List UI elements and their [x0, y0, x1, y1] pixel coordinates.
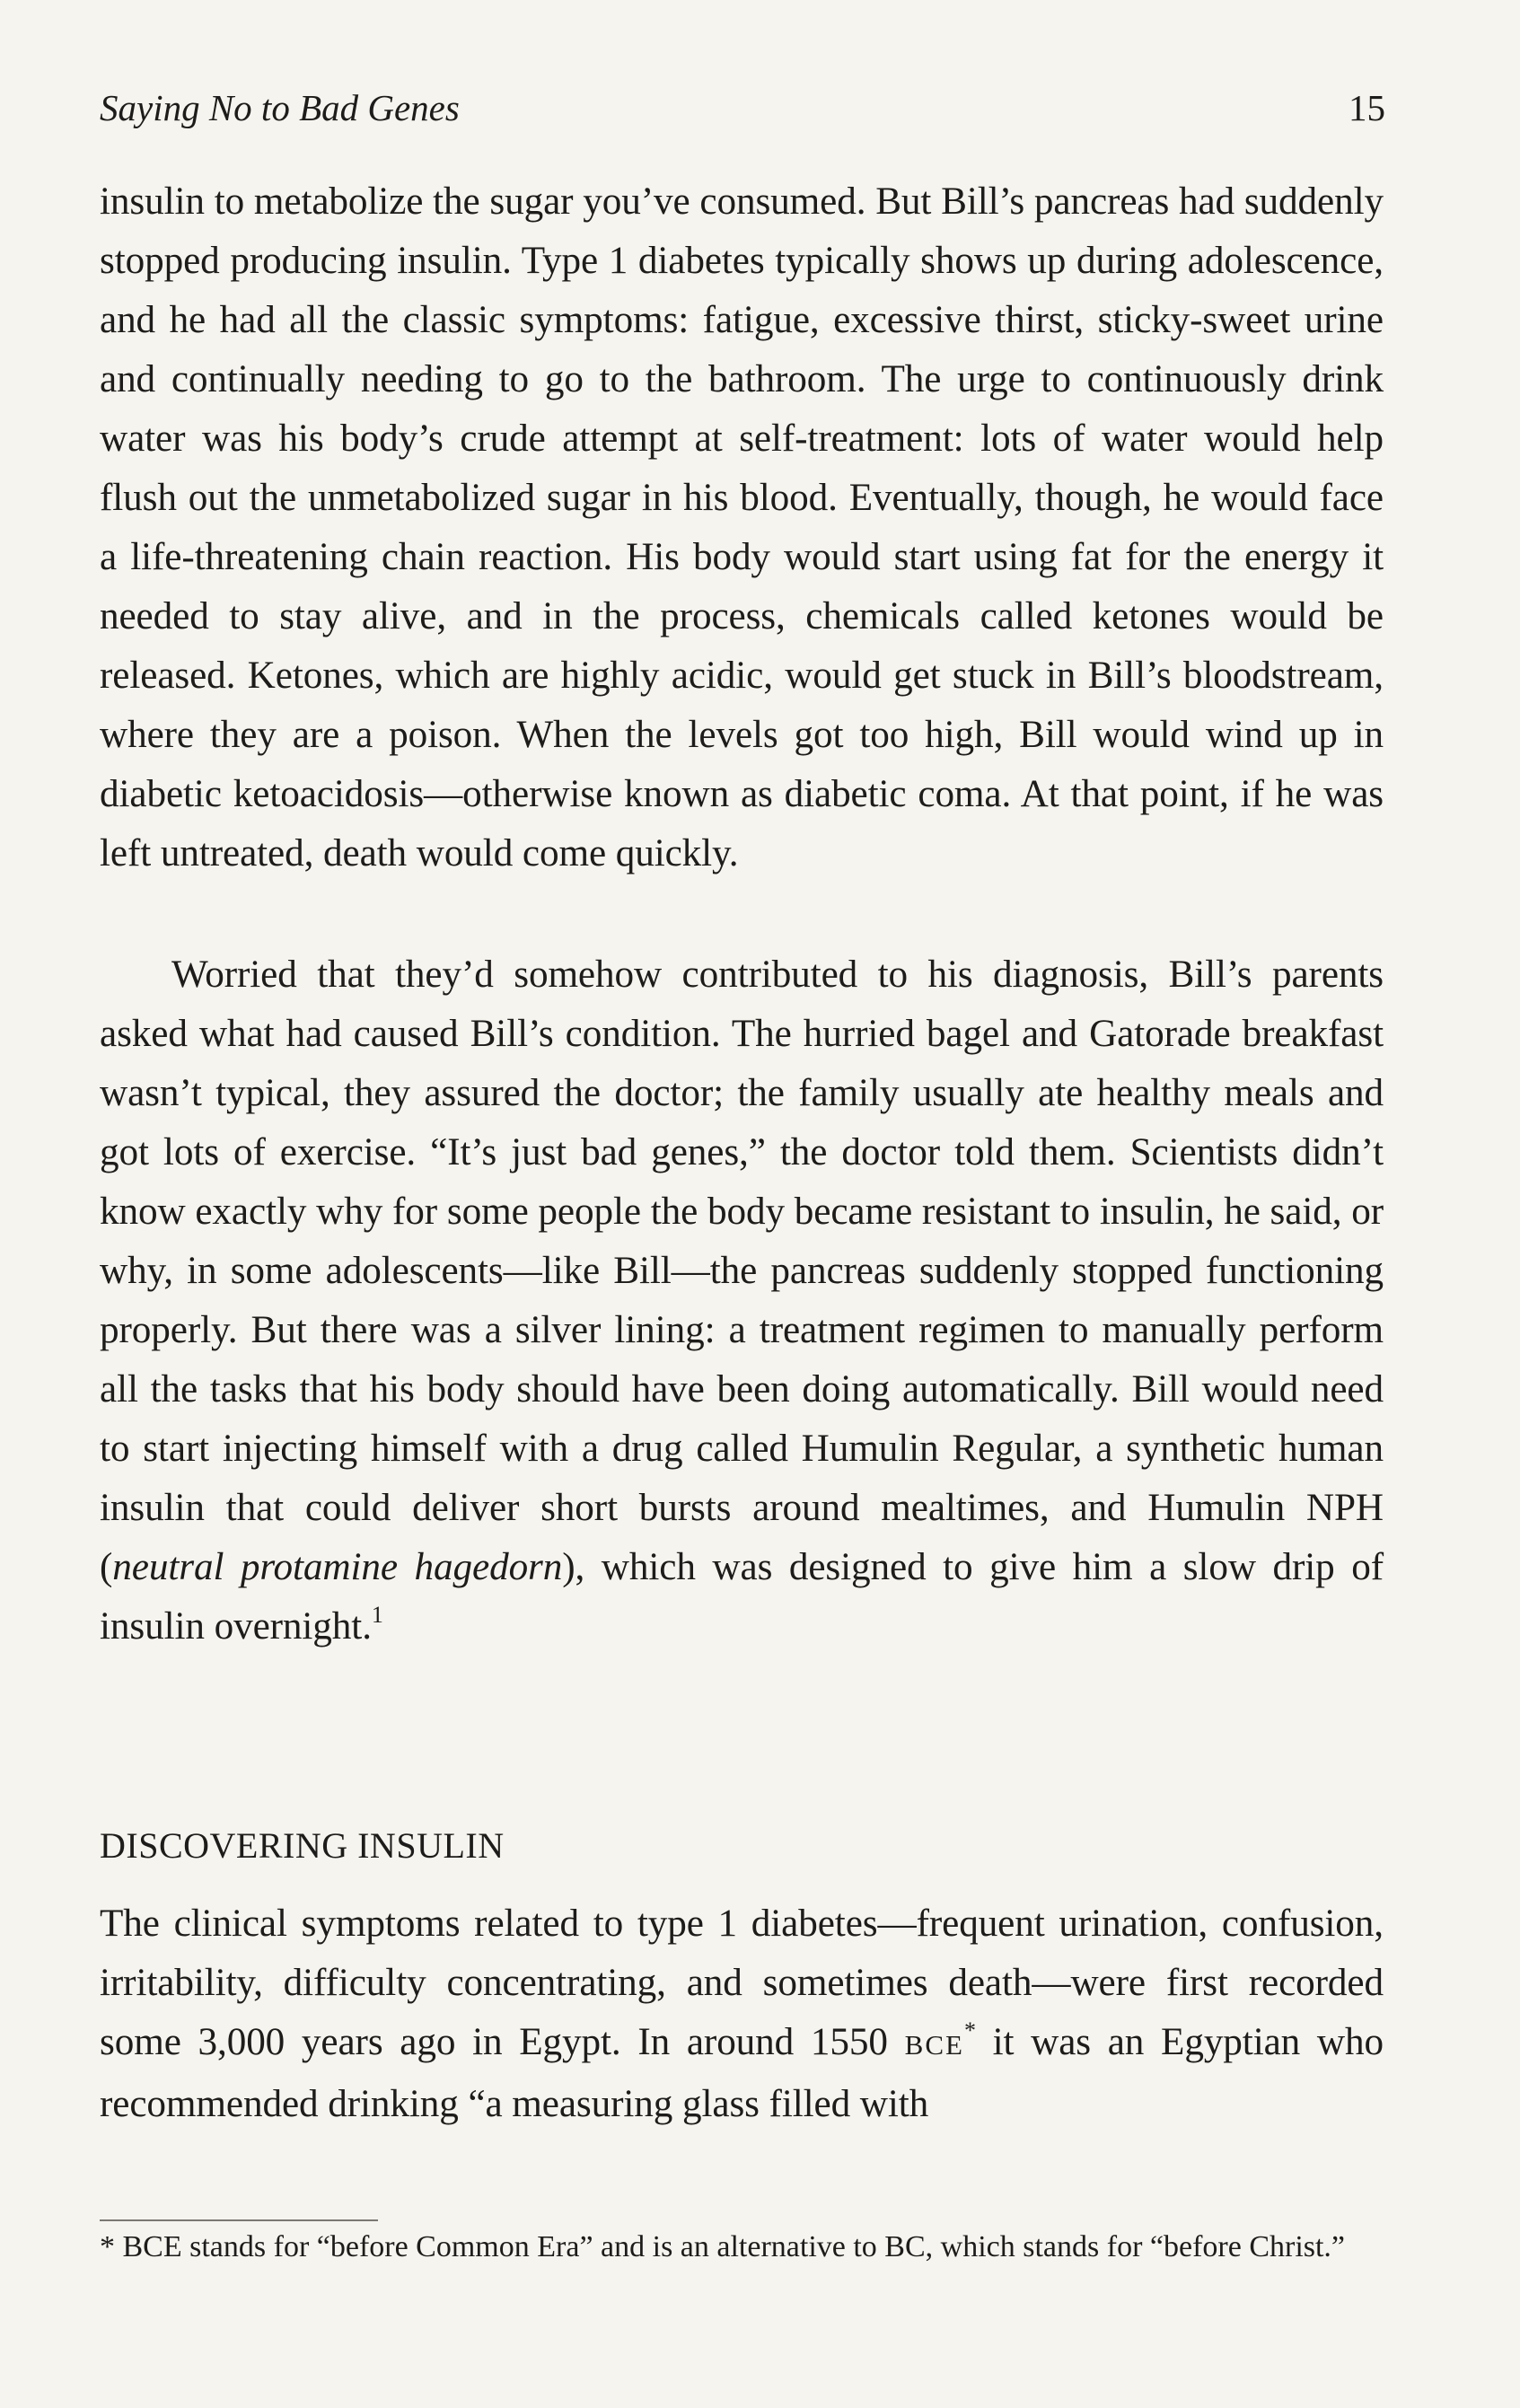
running-head: [100, 83, 1385, 133]
paragraph-3-part-b: it was an Egyptian who recommended drinking “a measuring glass filled with: [100, 2021, 1384, 2125]
paragraph-1: [100, 172, 1384, 883]
paragraph-2: [100, 945, 1384, 1657]
paragraph-3-text: [100, 1894, 1384, 2134]
footnote: * BCE stands for “before Common Era” and is an alternative to BC, which stands for “before Christ.”: [100, 2230, 1346, 2263]
running-title: Saying No to Bad Genes: [100, 87, 460, 128]
footnote-marker: *: [963, 2017, 976, 2043]
footnote-rule: [100, 2219, 378, 2221]
bce-smallcaps: BCE: [904, 2029, 964, 2061]
footnote-ref-1: 1: [371, 1602, 383, 1628]
paragraph-2-italic: neutral protamine hagedorn: [112, 1546, 563, 1588]
paragraph-2-part-b: ), which was designed to give him a slow drip of insulin overnight.: [100, 1546, 1384, 1648]
section-heading: DISCOVERING INSULIN: [100, 1825, 505, 1866]
paragraph-3-part-a: The clinical symptoms related to type 1 diabetes—frequent urination, confusion, irritability, difficulty concentrating, and sometimes death—were first recorded some 3,000 years ago in Egypt. In around 1550: [100, 1903, 1384, 2063]
paragraph-2-text: [100, 945, 1384, 1657]
paragraph-3: [100, 1894, 1384, 2134]
paragraph-1-text: insulin to metabolize the sugar you’ve consumed. But Bill’s pancreas had suddenly stopped producing insulin. Type 1 diabetes typically shows up during adolescence, and he had all the classic symptoms: fatigue, excessive thirst, sticky-sweet urine and continually needing to go to the bathroom. The urge to continuously drink water was his body’s crude attempt at self-treatment: lots of water would help flush out the unmetabolized sugar in his blood. Eventually, though, he would face a life-threatening chain reaction. His body would start using fat for the energy it needed to stay alive, and in the process, chemicals called ketones would be released. Ketones, which are highly acidic, would get stuck in Bill’s bloodstream, where they are a poison. When the levels got too high, Bill would wind up in diabetic ketoacidosis—otherwise known as diabetic coma. At that point, if he was left untreated, death would come quickly.: [100, 180, 1384, 874]
paragraph-2-part-a: Worried that they’d somehow contributed to his diagnosis, Bill’s parents asked what had caused Bill’s condition. The hurried bagel and Gatorade breakfast wasn’t typical, they assured the doctor; the family usually ate healthy meals and got lots of exercise. “It’s just bad genes,” the doctor told them. Scientists didn’t know exactly why for some people the body became resistant to insulin, he said, or why, in some adolescents—like Bill—the pancreas suddenly stopped functioning properly. But there was a silver lining: a treatment regimen to manually perform all the tasks that his body should have been doing automatically. Bill would need to start injecting himself with a drug called Humulin Regular, a synthetic human insulin that could deliver short bursts around mealtimes, and Humulin NPH (: [100, 954, 1384, 1588]
page-number: 15: [1349, 87, 1385, 128]
